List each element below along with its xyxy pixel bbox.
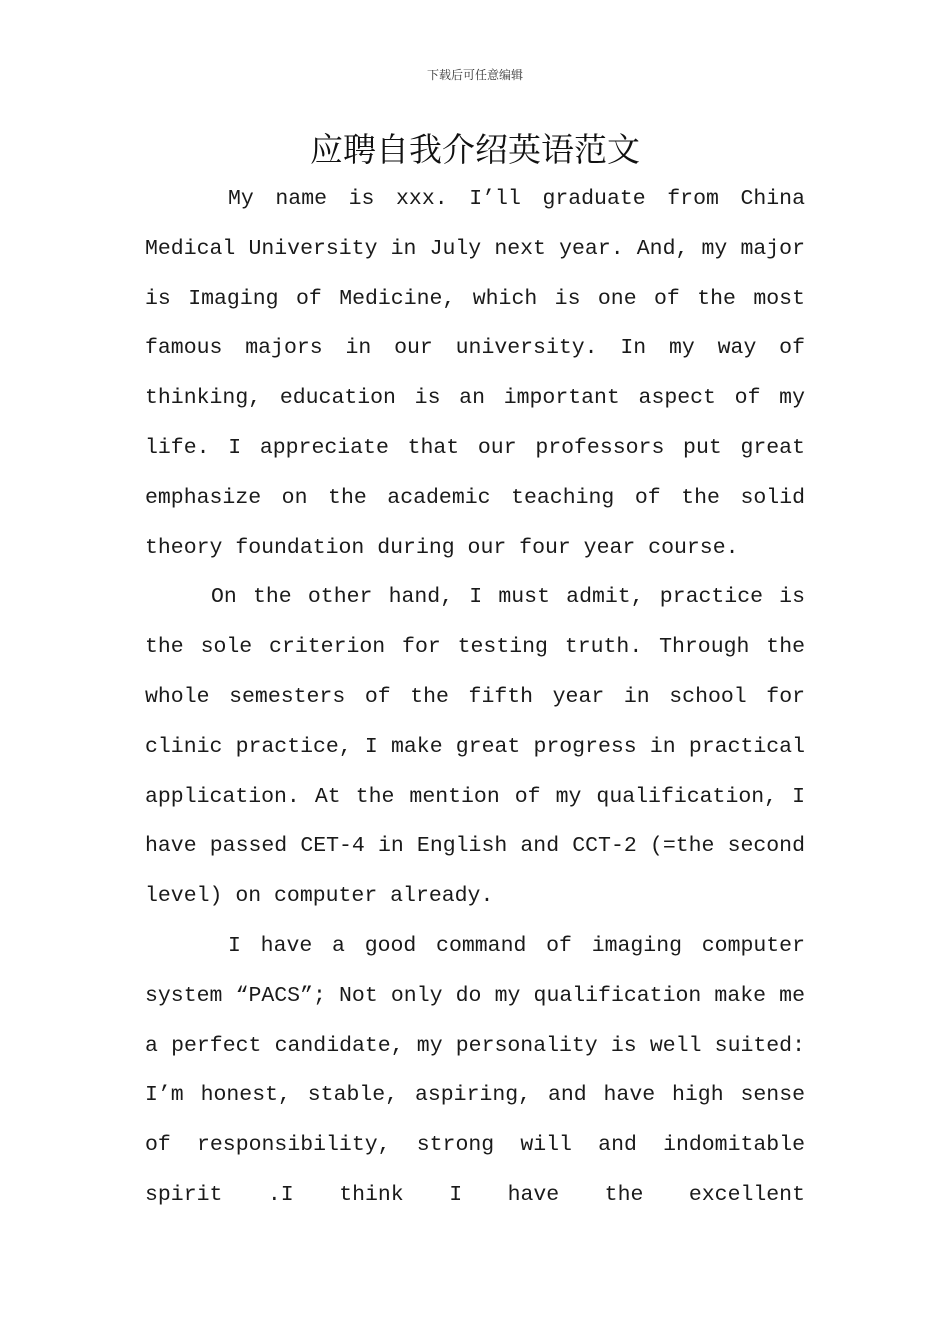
paragraph-introduction: My name is xxx. I’ll graduate from China Medical University in July next year. And, my major is Imaging of Medicine, which is one of the most famous majors in our university. In my way of thinking, education is an important aspect of my life. I appreciate that our professors put great emphasize on the academic teaching of the solid theory foundation during our four year course. [145, 187, 805, 560]
header-note: 下载后可任意编辑 [426, 68, 523, 82]
paragraph-skills: I have a good command of imaging computer system “PACS”; Not only do my qualification make me a perfect candidate, my personality is well suited: I’m honest, stable, aspiring, and have high sense of responsibility, strong will and indomitable spirit .I think I have the excellent [145, 933, 805, 1207]
document-body [145, 175, 805, 1221]
document-title: 应聘自我介绍英语范文 [310, 130, 640, 169]
paragraph-practice: On the other hand, I must admit, practice is the sole criterion for testing truth. Through the whole semesters of the fifth year in school for clinic practice, I make great progress in practical application. At the mention of my qualification, I have passed CET-4 in English and CCT-2 (=the second level) on computer already. [145, 585, 805, 909]
